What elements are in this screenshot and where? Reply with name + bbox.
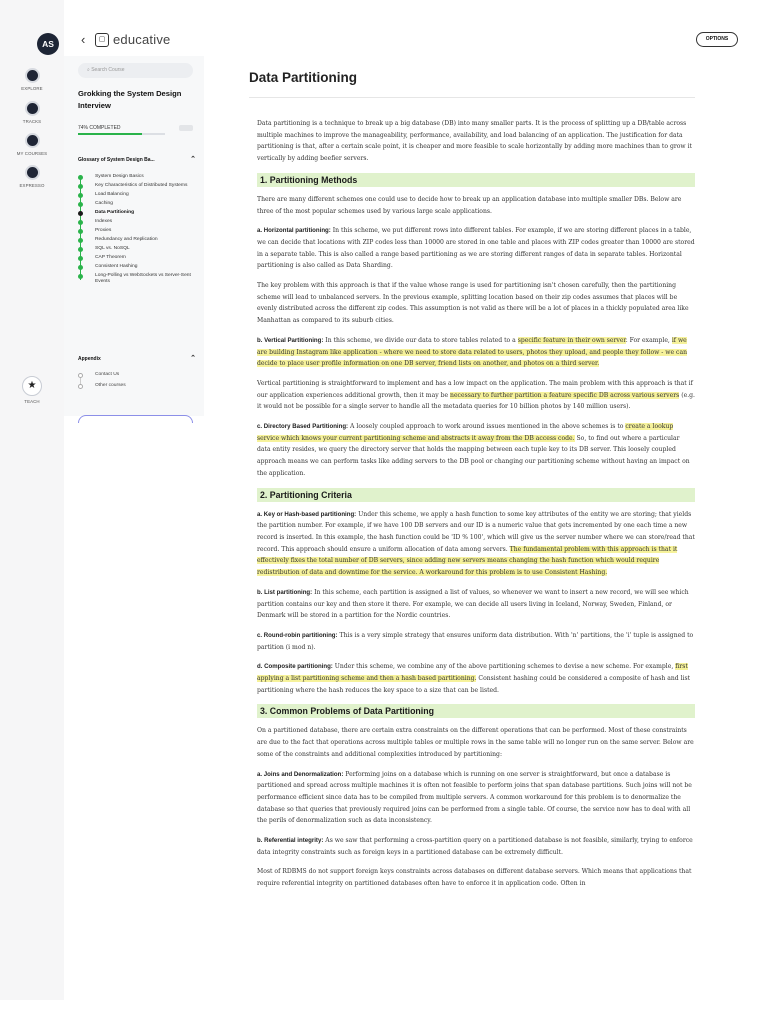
- lesson-label: Key Characteristics of Distributed Systems: [95, 182, 188, 188]
- lesson-item[interactable]: [78, 264, 196, 271]
- text-span: Consistent hashing could be considered a composite of hash and list partitioning where the hash reduces the key space to a size that can be listed.: [257, 675, 691, 694]
- rail-label: TEACH: [24, 399, 40, 404]
- chevron-up-icon: ⌃: [190, 156, 196, 163]
- paragraph: [257, 378, 695, 413]
- article-content: [257, 118, 695, 890]
- reset-progress-button[interactable]: [179, 125, 193, 131]
- highlight: create a lookup service which knows your current partitioning scheme and abstracts it away from the DB access code.: [257, 423, 674, 442]
- progress-text: 74% COMPLETED: [78, 125, 121, 131]
- highlight: The fundamental problem with this approach is that it effectively fixes the total number of DB servers, since adding new servers means changing the hash function which would require redistribution of data and downtime for the service. A workaround for this problem is to use Consistent Hashing.: [257, 545, 678, 577]
- lesson-label: Consistent Hashing: [95, 263, 138, 269]
- divider: [249, 97, 695, 98]
- rail-item-teach[interactable]: [0, 376, 64, 404]
- text-span: In this scheme, we put different rows into different tables. For example, if we are storing different places in a table, we can decide that locations with ZIP codes less than 10000 are stored in one table and places with ZIP codes greater than 10000 are stored in a separate table. This is also called a range based partitioning as we are storing different ranges of data in separate tables. Horizontal partitioning is also called as Data Sharding.: [257, 227, 695, 270]
- chevron-left-icon[interactable]: ‹: [81, 32, 86, 47]
- rail-label: EXPLORE: [21, 86, 43, 91]
- rail-label: EXPRESSO: [19, 183, 45, 188]
- article: [249, 70, 695, 898]
- section-heading: 2. Partitioning Criteria: [257, 488, 695, 502]
- paragraph: On a partitioned database, there are certain extra constraints on the different operations that can be performed. Most of these constraints are due to the fact that operations across multiple tables or multiple rows in the same table will no longer run on the same server. Below are some of the constraints and additional complexities introduced by partitioning:: [257, 727, 694, 758]
- incomplete-dot-icon: [78, 384, 83, 389]
- paragraph: [257, 421, 695, 480]
- completed-dot-icon: [78, 256, 83, 261]
- lesson-item-active[interactable]: [78, 210, 196, 217]
- lesson-label: Contact Us: [95, 372, 120, 377]
- term-label: d. Composite partitioning:: [257, 663, 333, 671]
- lesson-list: [78, 174, 196, 288]
- lesson-label: System Design Basics: [95, 174, 144, 179]
- paragraph: [257, 630, 695, 653]
- term-label: c. Round-robin partitioning:: [257, 631, 338, 639]
- term-label: b. Referential integrity:: [257, 837, 324, 845]
- highlight: specific feature in their own server: [517, 336, 626, 344]
- section-title: Appendix: [78, 356, 101, 362]
- progress-bar: [78, 133, 165, 135]
- lesson-label: Caching: [95, 200, 113, 206]
- paragraph: [257, 225, 695, 272]
- progress-fill: [78, 133, 142, 135]
- search-input[interactable]: [78, 63, 193, 78]
- text-span: So, to find out where a particular data entity resides, we query the directory server that holds the mapping between each tuple key to its DB server. This loosely coupled approach means we can perform tasks like adding servers to the DB pool or changing our partitioning scheme without having an impact on the application.: [257, 434, 690, 477]
- lesson-item[interactable]: [78, 228, 196, 235]
- lesson-label: SQL vs. NoSQL: [95, 245, 130, 251]
- completed-dot-icon: [78, 193, 83, 198]
- text-span: In this scheme, each partition is assigned a list of values, so whenever we want to insert a new record, we will see which partition contains our key and then store it there. For example, we can decide all users living in Iceland, Norway, Sweden, Finland, or Denmark will be stored in a partition for the Nordic countries.: [257, 588, 689, 620]
- avatar[interactable]: AS: [37, 33, 59, 55]
- paragraph: Data partitioning is a technique to break up a big database (DB) into many smaller parts. It is the process of splitting up a DB/table across multiple machines to improve the manageability, performance, availability, and load balancing of an application. The justification for data partitioning is that, after a certain scale point, it is cheaper and more feasible to scale horizontally by adding more machines than to grow it vertically by adding beefier servers.: [257, 120, 692, 163]
- lesson-label: Other courses: [95, 383, 126, 389]
- term-label: a. Joins and Denormalization:: [257, 770, 344, 778]
- chevron-up-icon: ⌃: [190, 355, 196, 362]
- section-heading: 3. Common Problems of Data Partitioning: [257, 704, 695, 718]
- rail-item-expresso[interactable]: [0, 165, 64, 188]
- text-span: Under this scheme, we apply a hash function to some key attributes of the entity we are storing; that yields the partition number. For example, if we have 100 DB servers and our ID is a numeric value that gets incremented by one each time a new record is inserted. In this example, the hash function could be 'ID % 100', which will give us the server number where we can store/read that record. This approach should ensure a uniform allocation of data among servers.: [257, 510, 695, 553]
- paragraph: [257, 661, 695, 696]
- text-span: (e.g. it would not be possible for a single server to handle all the metadata queries for 10 billion photos by 140 million users).: [257, 391, 695, 411]
- completed-dot-icon: [78, 184, 83, 189]
- paragraph: The key problem with this approach is that if the value whose range is used for partitioning isn't chosen carefully, then the partitioning scheme will lead to unbalanced servers. In the previous example, splitting location based on their zip codes assumes that places will be evenly distributed across the different zip codes. This assumption is not valid as there will be a lot of places in a thickly populated area like Manhattan as compared to its suburb cities.: [257, 282, 689, 325]
- nav-rail: [0, 0, 64, 1000]
- term-label: b. Vertical Partitioning:: [257, 336, 324, 344]
- options-button[interactable]: OPTIONS: [696, 32, 738, 47]
- text-span: This is a very simple strategy that ensures uniform data distribution. With 'n' partitions, the 'i' tuple is assigned to partition (i mod n).: [257, 631, 694, 651]
- lesson-item[interactable]: [78, 383, 196, 390]
- compass-icon: [25, 68, 40, 83]
- rail-item-explore[interactable]: [0, 68, 64, 91]
- section-header-glossary[interactable]: [78, 157, 196, 163]
- sidebar-action-button[interactable]: [78, 415, 193, 423]
- text-span: As we saw that performing a cross-partition query on a partitioned database is not feasible, similarly, trying to enforce data integrity constraints such as foreign keys in a partitioned database can be extremely difficult.: [257, 837, 693, 856]
- lesson-item[interactable]: [78, 183, 196, 190]
- completed-dot-icon: [78, 202, 83, 207]
- completed-dot-icon: [78, 265, 83, 270]
- appendix-list: [78, 372, 196, 394]
- courses-icon: [25, 133, 40, 148]
- section-header-appendix[interactable]: [78, 356, 196, 362]
- lesson-label: Redundancy and Replication: [95, 236, 158, 242]
- text-span: Performing joins on a database which is running on one server is straightforward, but once a database is partitioned and spread across multiple machines it is often not feasible to perform joins that span database partitions. Such joins will not be performance efficient since data has to be compiled from multiple servers. A common workaround for this problem is to denormalize the database so that queries that previously required joins can be performed from a single table. Of course, the service now has to deal with all the perils of denormalization such as data inconsistency.: [257, 770, 692, 825]
- completed-dot-icon: [78, 247, 83, 252]
- text-span: . For example,: [625, 336, 672, 344]
- term-label: b. List partitioning:: [257, 588, 313, 596]
- rail-item-tracks[interactable]: [0, 101, 64, 124]
- logo-icon: ▢: [95, 33, 109, 47]
- section-title: Glossary of System Design Ba...: [78, 157, 155, 163]
- lesson-item[interactable]: [78, 174, 196, 181]
- lesson-item[interactable]: [78, 192, 196, 199]
- lesson-item[interactable]: [78, 201, 196, 208]
- lesson-label: Indexes: [95, 218, 113, 224]
- lesson-item[interactable]: [78, 255, 196, 262]
- rail-label: MY COURSES: [16, 151, 48, 156]
- lesson-label: CAP Theorem: [95, 254, 126, 260]
- paragraph: [257, 835, 695, 858]
- logo-text: educative: [113, 32, 171, 47]
- term-label: a. Key or Hash-based partitioning:: [257, 510, 357, 518]
- logo[interactable]: [95, 32, 170, 47]
- rail-label: TRACKS: [22, 119, 42, 124]
- lesson-item[interactable]: [78, 246, 196, 253]
- incomplete-dot-icon: [78, 373, 83, 378]
- paragraph: Most of RDBMS do not support foreign keys constraints across databases on different database servers. Which means that applications that require referential integrity on partitioned databases often have to enforce it in application code. Often in: [257, 868, 692, 888]
- completed-dot-icon: [78, 220, 83, 225]
- term-label: a. Horizontal partitioning:: [257, 227, 331, 235]
- current-dot-icon: [78, 211, 83, 216]
- lesson-label: Load Balancing: [95, 191, 129, 197]
- lesson-item[interactable]: [78, 237, 196, 244]
- search-icon: ⌕: [87, 67, 92, 73]
- course-sidebar: [64, 56, 204, 416]
- term-label: c. Directory Based Partitioning:: [257, 423, 349, 431]
- paragraph: [257, 769, 695, 828]
- completed-dot-icon: [78, 175, 83, 180]
- lesson-item[interactable]: [78, 219, 196, 226]
- lesson-label: Data Partitioning: [95, 209, 135, 215]
- paragraph: [257, 335, 695, 370]
- page-title: Data Partitioning: [249, 70, 358, 85]
- completed-dot-icon: [78, 238, 83, 243]
- highlight: necessary to further partition a feature specific DB across various servers: [450, 391, 680, 399]
- completed-dot-icon: [78, 229, 83, 234]
- paragraph: [257, 587, 695, 622]
- tracks-icon: [25, 101, 40, 116]
- text-span: Under this scheme, we combine any of the above partitioning schemes to devise a new scheme. For example,: [332, 663, 676, 671]
- lesson-item[interactable]: [78, 273, 196, 286]
- highlight: if we are building Instagram like application - where we need to store data related to users, photos they upload, and people they follow - we can decide to place user profile information on one DB server, friend lists on another, and photos on a third server.: [257, 336, 688, 368]
- text-span: In this scheme, we divide our data to store tables related to a: [323, 336, 518, 344]
- lesson-item[interactable]: [78, 372, 196, 379]
- teach-icon: ★: [22, 376, 42, 396]
- completed-dot-icon: [78, 274, 83, 279]
- paragraph: There are many different schemes one could use to decide how to break up an application database into multiple smaller DBs. Below are three of the most popular schemes used by various large scale applications.: [257, 195, 682, 215]
- text-span: A loosely coupled approach to work around issues mentioned in the above schemes is to: [348, 423, 626, 431]
- coffee-icon: [25, 165, 40, 180]
- lesson-label: Long-Polling vs WebSockets vs Server-Sent Events: [95, 272, 191, 285]
- paragraph: [257, 509, 695, 579]
- rail-item-my-courses[interactable]: [0, 133, 64, 156]
- search-placeholder: Search Course: [91, 67, 125, 73]
- course-title: Grokking the System Design Interview: [78, 89, 182, 110]
- section-heading: 1. Partitioning Methods: [257, 173, 695, 187]
- text-span: Vertical partitioning is straightforward to implement and has a low impact on the application. The main problem with this approach is that if our application experiences additional growth, then it may be: [257, 379, 693, 399]
- lesson-label: Proxies: [95, 227, 112, 233]
- highlight: first applying a list partitioning scheme and then a hash based partitioning.: [257, 663, 688, 683]
